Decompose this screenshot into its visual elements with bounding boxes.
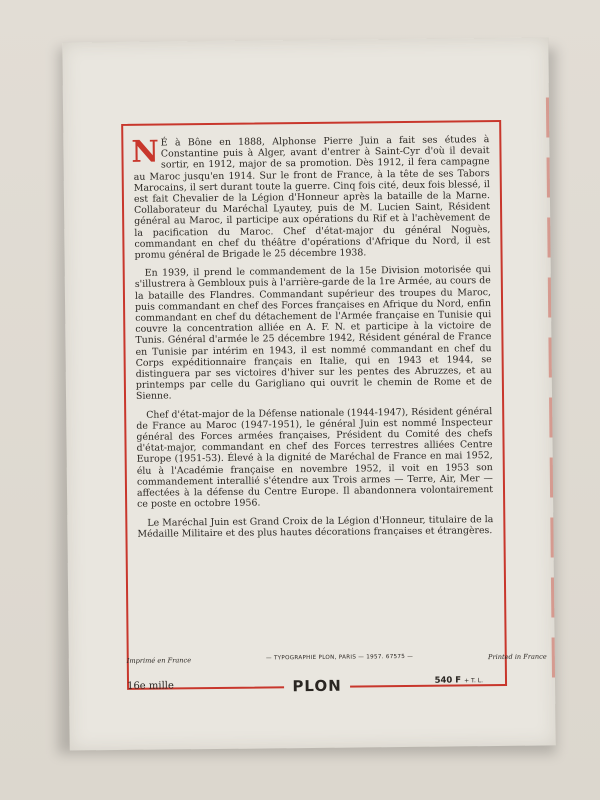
price-label <box>435 675 484 686</box>
paragraph-2: En 1939, il prend le commandement de la 15e Division motorisée qui s'illustrera à Gembloux puis à l'arrière-garde de la 1re Armée, au cours de la bataille des Flandres. Commandant supérieur des troupes du Maroc, puis commandant en chef des Forces françaises en Afrique du Nord, enfin commandant en chef du détachement de l'Armée française en Tunisie qui couvre la concentration alliée en A. F. N. et participe à la victoire de Tunis. Général d'armée le 25 décembre 1942, Résident général de France en Tunisie par intérim en 1943, il est nommé commandant en chef du Corps expéditionnaire français en Italie, qui en 1943 et 1944, se distinguera par ses victoires d'hiver sur les pentes des Abruzzes, et au printemps par celle du Garigliano qui ouvrit le chemin de Rome et de Sienne. <box>134 264 492 403</box>
paragraph-1-text: É à Bône en 1888, Alphonse Pierre Juin a fait ses études à Constantine puis à Alger, avant d'entrer à Saint-Cyr d'où il devait sortir, en 1912, major de sa promotion. Dès 1912, il fera campagne au Maroc jusqu'en 1914. Sur le front de France, à la tête de ses Tabors Marocains, il sert durant toute la guerre. Cinq fois cité, deux fois blessé, il est fait Chevalier de la Légion d'Honneur après la bataille de la Marne. Collaborateur du Maréchal Lyautey, puis de M. Lucien Saint, Résident général au Maroc, il participe aux opérations du Rif et à l'achèvement de la pacification du Maroc. Chef d'état-major du général Noguès, commandant en chef du théâtre d'opérations d'Afrique du Nord, il est promu général de Brigade le 25 décembre 1938. <box>133 134 491 261</box>
imprint-middle: — TYPOGRAPHIE PLON, PARIS — 1957. 67575 — <box>265 653 414 662</box>
back-cover <box>62 37 555 750</box>
edition-label: 16e mille <box>126 680 174 692</box>
paragraph-3: Chef d'état-major de la Défense nationale (1944-1947), Résident général de France au Maroc (1947-1951), le général Juin est nommé Inspecteur général des Forces armées françaises, Président du Comité des chefs d'état-major, commandant en chef des Forces terrestres alliées Centre Europe (1951-53). Élevé à la dignité de Maréchal de France en mai 1952, élu à l'Académie française en novembre 1952, il voit en 1953 son commandement interallié s'étendre aux Trois armes — Terre, Air, Mer — affectées à la défense du Centre Europe. Il abandonnera volontairement ce poste en octobre 1956. <box>136 405 494 511</box>
paragraph-4: Le Maréchal Juin est Grand Croix de la Légion d'Honneur, titulaire de la Médaille Militaire et des plus hautes décorations françaises et étrangères. <box>137 513 494 540</box>
price-suffix: + T. L. <box>464 677 484 685</box>
imprint-right: Printed in France <box>487 652 547 662</box>
price-value: 540 F <box>434 675 462 686</box>
imprint-left: Imprimé en France <box>126 656 192 665</box>
publisher-logo: PLON <box>284 677 350 696</box>
drop-cap: N <box>131 134 160 170</box>
text-frame <box>121 120 507 696</box>
paragraph-1 <box>133 134 490 261</box>
